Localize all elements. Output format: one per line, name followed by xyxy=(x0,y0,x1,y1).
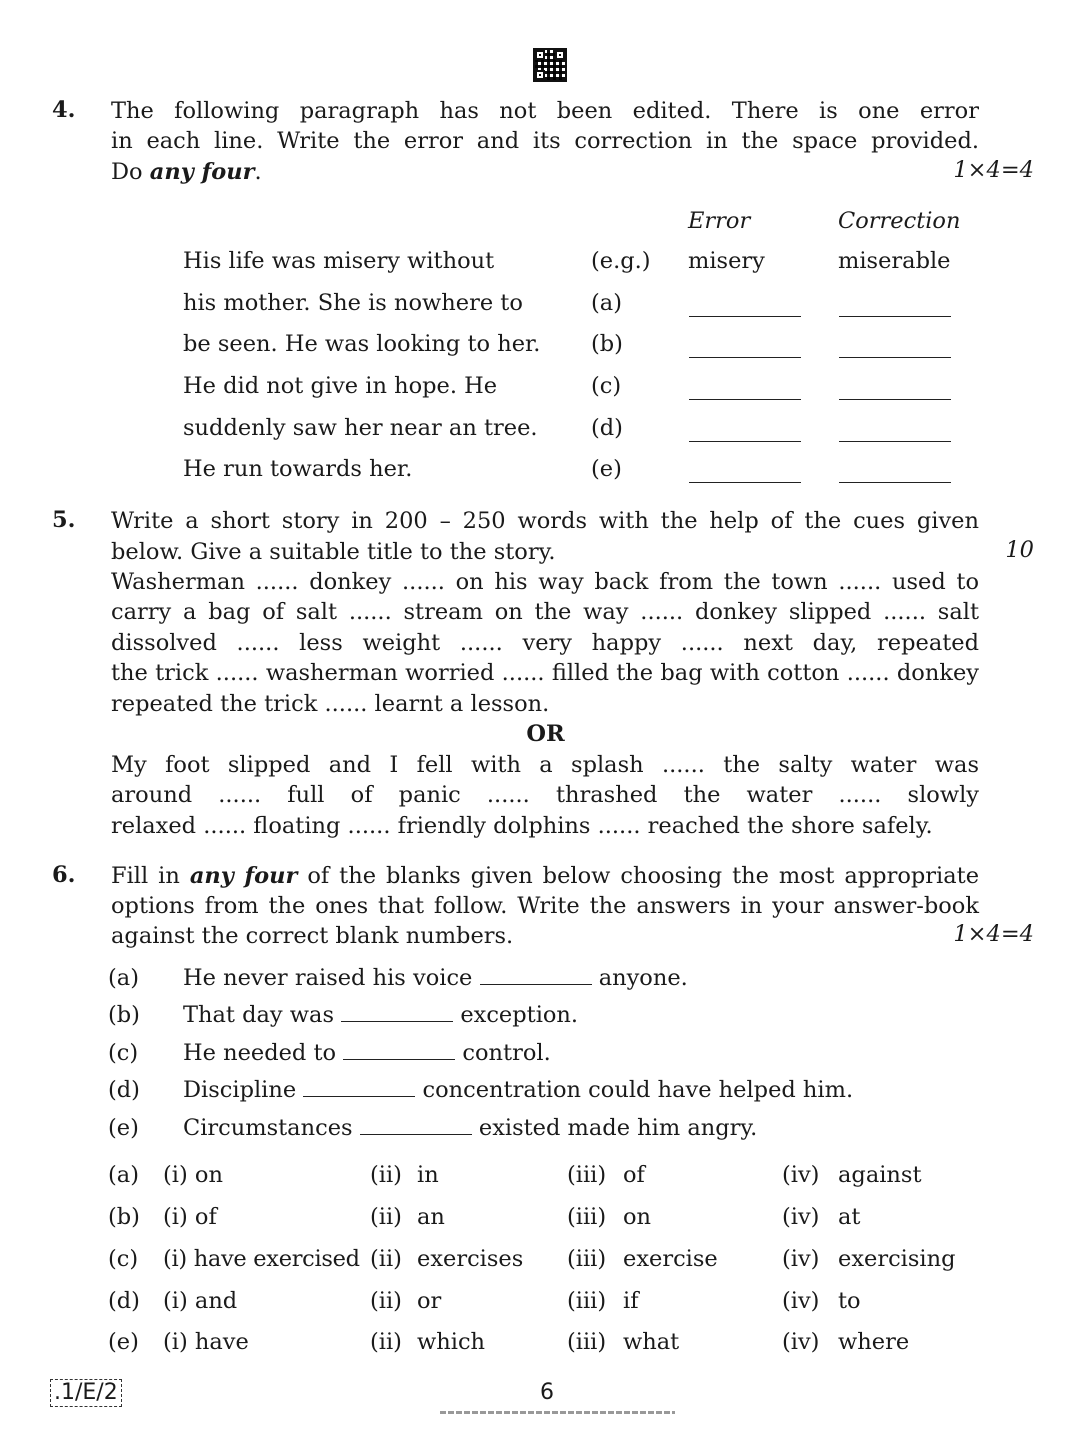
option-1: (i) on xyxy=(163,1162,223,1188)
option-2: exercises xyxy=(417,1246,524,1272)
option-4-numeral: (iv) xyxy=(782,1204,820,1230)
correction-blank xyxy=(839,379,951,400)
q4-example-correction: miserable xyxy=(838,248,951,274)
q6-instruction-line-2: options from the ones that follow. Write the answers in your answer-book xyxy=(111,893,979,919)
or-divider: OR xyxy=(526,721,565,747)
error-blank xyxy=(689,421,801,442)
q4-instruction-line-2: in each line. Write the error and its correction in the space provided. xyxy=(111,128,979,154)
q4-row-text: his mother. She is nowhere to xyxy=(183,290,523,316)
q4-row-label: (b) xyxy=(591,331,623,357)
sentence-label: (a) xyxy=(108,965,139,991)
q5-cue-line: Washerman ...... donkey ...... on his way back from the town ...... used to xyxy=(111,569,979,595)
sentence-label: (b) xyxy=(108,1002,140,1028)
error-blank xyxy=(689,379,801,400)
sentence-label: (c) xyxy=(108,1040,139,1066)
question-number-5: 5. xyxy=(52,507,76,533)
option-2: an xyxy=(417,1204,445,1230)
q5-instruction-line-1: Write a short story in 200 – 250 words with the help of the cues given xyxy=(111,508,979,534)
q5-alt-cue-line: relaxed ...... floating ...... friendly dolphins ...... reached the shore safely. xyxy=(111,813,933,839)
q5-marks: 10 xyxy=(1005,537,1034,563)
sentence-text: He never raised his voice anyone. xyxy=(183,965,688,991)
correction-column-header: Correction xyxy=(838,208,961,234)
option-3-numeral: (iii) xyxy=(567,1246,607,1272)
option-3: what xyxy=(623,1329,680,1355)
option-row-label: (a) xyxy=(108,1162,139,1188)
fill-blank xyxy=(303,1076,415,1097)
q4-instruction-line-3: Do any four. xyxy=(111,159,262,185)
option-row-label: (d) xyxy=(108,1288,140,1314)
fill-blank xyxy=(341,1001,453,1022)
q5-cue-line: the trick ...... washerman worried ...... filled the bag with cotton ...... donkey xyxy=(111,660,979,686)
correction-blank xyxy=(839,337,951,358)
q4-marks: 1×4=4 xyxy=(953,157,1034,183)
error-column-header: Error xyxy=(688,208,751,234)
fill-blank xyxy=(480,964,592,985)
option-2-numeral: (ii) xyxy=(370,1246,402,1272)
correction-blank xyxy=(839,462,951,483)
q5-cue-line: repeated the trick ...... learnt a lesson. xyxy=(111,691,550,717)
q5-instruction-line-2: below. Give a suitable title to the story. xyxy=(111,539,556,565)
option-2: which xyxy=(417,1329,486,1355)
q4-example-error: misery xyxy=(688,248,765,274)
q4-row-label: (c) xyxy=(591,373,622,399)
q5-cue-line: dissolved ...... less weight ...... very happy ...... next day, repeated xyxy=(111,630,979,656)
option-3-numeral: (iii) xyxy=(567,1162,607,1188)
option-4-numeral: (iv) xyxy=(782,1329,820,1355)
fill-blank xyxy=(360,1114,472,1135)
q4-row-label: (e) xyxy=(591,456,622,482)
option-4-numeral: (iv) xyxy=(782,1246,820,1272)
paper-code: .1/E/2 xyxy=(50,1379,122,1407)
error-blank xyxy=(689,462,801,483)
option-1: (i) and xyxy=(163,1288,238,1314)
sentence-text: Circumstances existed made him angry. xyxy=(183,1115,758,1141)
q4-instruction-line-1: The following paragraph has not been edited. There is one error xyxy=(111,98,979,124)
option-3: on xyxy=(623,1204,652,1230)
error-blank xyxy=(689,337,801,358)
option-3: of xyxy=(623,1162,645,1188)
sentence-text: Discipline concentration could have helped him. xyxy=(183,1077,854,1103)
question-number-6: 6. xyxy=(52,862,76,888)
q5-alt-cue-line: around ...... full of panic ...... thrashed the water ...... slowly xyxy=(111,782,979,808)
q4-row-label: (d) xyxy=(591,415,623,441)
q5-alt-cue-line: My foot slipped and I fell with a splash ...... the salty water was xyxy=(111,752,979,778)
option-3-numeral: (iii) xyxy=(567,1329,607,1355)
correction-blank xyxy=(839,421,951,442)
correction-blank xyxy=(839,296,951,317)
fill-blank xyxy=(343,1039,455,1060)
option-2-numeral: (ii) xyxy=(370,1288,402,1314)
option-4: against xyxy=(838,1162,922,1188)
option-4: to xyxy=(838,1288,861,1314)
option-1: (i) of xyxy=(163,1204,217,1230)
option-2-numeral: (ii) xyxy=(370,1204,402,1230)
option-4: exercising xyxy=(838,1246,956,1272)
option-4-numeral: (iv) xyxy=(782,1162,820,1188)
sentence-text: That day was exception. xyxy=(183,1002,579,1028)
option-row-label: (e) xyxy=(108,1329,139,1355)
option-1: (i) have exercised xyxy=(163,1246,360,1272)
option-row-label: (c) xyxy=(108,1246,139,1272)
security-microtext-strip xyxy=(440,1411,675,1414)
page-number: 6 xyxy=(540,1380,554,1405)
option-1: (i) have xyxy=(163,1329,249,1355)
q4-row-text: He did not give in hope. He xyxy=(183,373,498,399)
sentence-text: He needed to control. xyxy=(183,1040,551,1066)
option-3-numeral: (iii) xyxy=(567,1288,607,1314)
option-4-numeral: (iv) xyxy=(782,1288,820,1314)
option-3-numeral: (iii) xyxy=(567,1204,607,1230)
option-2-numeral: (ii) xyxy=(370,1162,402,1188)
q4-row-text: suddenly saw her near an tree. xyxy=(183,415,538,441)
q4-row-text: He run towards her. xyxy=(183,456,413,482)
option-2: in xyxy=(417,1162,439,1188)
option-3: exercise xyxy=(623,1246,718,1272)
q4-row-label: (a) xyxy=(591,290,622,316)
q4-row-label: (e.g.) xyxy=(591,248,651,274)
option-row-label: (b) xyxy=(108,1204,140,1230)
option-3: if xyxy=(623,1288,639,1314)
q6-marks: 1×4=4 xyxy=(953,921,1034,947)
qr-code xyxy=(533,48,567,82)
option-2: or xyxy=(417,1288,442,1314)
error-blank xyxy=(689,296,801,317)
question-number-4: 4. xyxy=(52,97,76,123)
q5-cue-line: carry a bag of salt ...... stream on the way ...... donkey slipped ...... salt xyxy=(111,599,979,625)
q4-row-text: His life was misery without xyxy=(183,248,495,274)
q4-row-text: be seen. He was looking to her. xyxy=(183,331,541,357)
q6-instruction-line-1: Fill in any four of the blanks given below choosing the most appropriate xyxy=(111,863,980,889)
sentence-label: (d) xyxy=(108,1077,140,1103)
option-4: at xyxy=(838,1204,861,1230)
q6-instruction-line-3: against the correct blank numbers. xyxy=(111,923,514,949)
option-2-numeral: (ii) xyxy=(370,1329,402,1355)
sentence-label: (e) xyxy=(108,1115,139,1141)
option-4: where xyxy=(838,1329,910,1355)
